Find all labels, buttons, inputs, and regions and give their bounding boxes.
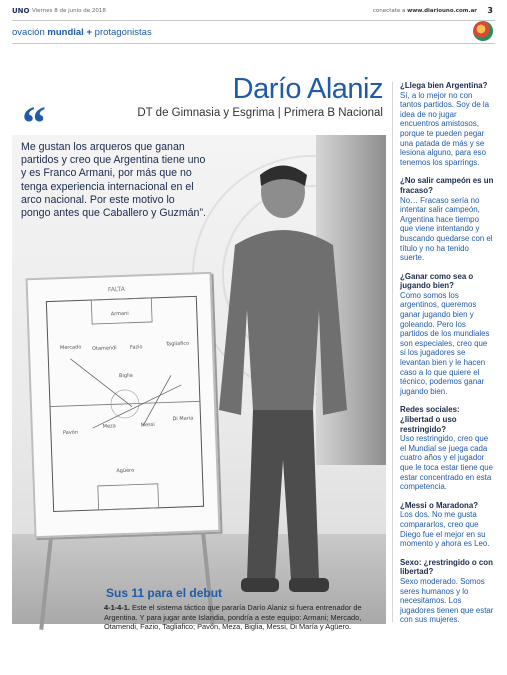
coach-shoe <box>241 578 279 592</box>
pitch-drawing <box>28 274 219 536</box>
world-cup-logo-icon <box>473 21 493 41</box>
website-prefix: conectate a <box>372 8 406 14</box>
section-plus: + <box>86 27 93 38</box>
section-label-2: mundial <box>47 27 84 38</box>
quote-mark-icon: “ <box>22 97 46 150</box>
board-player-name: Pavón <box>62 429 79 437</box>
qa-item <box>400 501 494 549</box>
pull-quote: Me gustan los arqueros que ganan partidos y creo que Argentina tiene uno y es Franco Armani, por más que no tenga experiencia internacional en el arco nacional. Por este motivo lo pongo antes que Caballero y Guzmán”. <box>21 141 206 220</box>
coach-figure <box>215 160 385 605</box>
qa-item <box>400 558 494 625</box>
qa-answer: Los dos. No me gusta compararlos, creo que Diego fue el mejor en su momento y ahora es Leo. <box>400 510 490 549</box>
caption-title: Sus 11 para el debut <box>106 586 223 600</box>
profile-name: Darío Alaniz <box>232 73 383 105</box>
caption-formation: 4-1-4-1. <box>104 603 130 612</box>
qa-item <box>400 405 494 491</box>
profile-role: DT de Gimnasia y Esgrima | Primera B Nacional <box>137 107 383 119</box>
board-header: FALTA <box>107 285 125 294</box>
tactics-whiteboard <box>26 272 221 538</box>
qa-item <box>400 272 494 397</box>
caption-body <box>104 603 386 632</box>
qa-question: ¿No salir campeón es un fracaso? <box>400 176 494 195</box>
board-player-name: Di María <box>172 415 194 423</box>
board-player-name: Otamendi <box>91 345 117 353</box>
board-player-name: Biglia <box>118 372 133 380</box>
qa-question: ¿Llega bien Argentina? <box>400 81 488 90</box>
coach-sweater <box>219 230 347 415</box>
qa-answer: Uso restringido, creo que el Mundial se juega cada cuatro años y el jugador que le toca estar tiene que estar concentrado en esta competencia. <box>400 434 494 492</box>
website-line <box>373 8 477 14</box>
header-divider <box>12 20 495 21</box>
section-label-3: protagonistas <box>94 27 152 38</box>
board-player-name: Messi <box>140 421 155 429</box>
board-player-name: Agüero <box>116 467 135 475</box>
board-player-name: Fazio <box>129 344 143 351</box>
column-divider <box>392 82 393 622</box>
qa-answer: Sexo moderado. Somos seres humanos y lo necesitamos. Los jugadores tienen que estar con sus mujeres. <box>400 576 494 625</box>
board-player-name: Meza <box>102 423 116 430</box>
board-player-name: Tagliafico <box>165 340 190 348</box>
qa-column <box>400 81 494 634</box>
newspaper-brand: UNO <box>12 7 30 15</box>
coach-shoe <box>289 578 329 592</box>
section-label <box>12 27 152 38</box>
board-player-name: Armani <box>110 310 129 318</box>
qa-answer: Como somos los argentinos, queremos ganar jugando bien y goleando. Pero los partidos de los mundiales son especiales, creo que si los jugadores se levantan bien y le hacen caso a lo que quiere el técnico, podemos ganar jugando bien. <box>400 290 490 396</box>
page-header <box>0 0 507 20</box>
website-url: www.diariouno.com.ar <box>407 8 477 14</box>
section-divider <box>12 43 495 44</box>
qa-question: Redes sociales: ¿libertad o uso restringido? <box>400 405 460 434</box>
issue-date: Viernes 8 de junio de 2018 <box>32 8 106 14</box>
qa-question: Sexo: ¿restringido o con libertad? <box>400 557 493 577</box>
qa-item <box>400 176 494 262</box>
caption-text: Este el sistema táctico que pararía Darío Alaniz si fuera entrenador de Argentina. Y para jugar ante Islandia, pondría a este equipo: Armani; Mercado, Otamendi, Fazio, Tagliafico; Pavón, Meza, Biglia, Messi, Di María y Agüero. <box>104 603 362 632</box>
qa-answer: Sí, a lo mejor no con tantos partidos. Soy de la idea de no jugar encuentros amistosos, porque te pueden pegar una patada de más y se lesiona alguno, para eso tenemos los sparrings. <box>400 90 490 167</box>
qa-question: ¿Ganar como sea o jugando bien? <box>400 271 474 291</box>
coach-jeans <box>247 410 319 580</box>
qa-answer: No… Fracaso sería no intentar salir campeón, Argentina hace tiempo que viene intentando y buscando quedarse con el título y no ha tenido suerte. <box>400 195 493 263</box>
board-player-name: Mercado <box>59 344 82 352</box>
section-label-1: ovación <box>12 27 45 38</box>
qa-item <box>400 81 494 167</box>
page-number: 3 <box>487 6 493 15</box>
qa-question: ¿Messi o Maradona? <box>400 500 479 510</box>
